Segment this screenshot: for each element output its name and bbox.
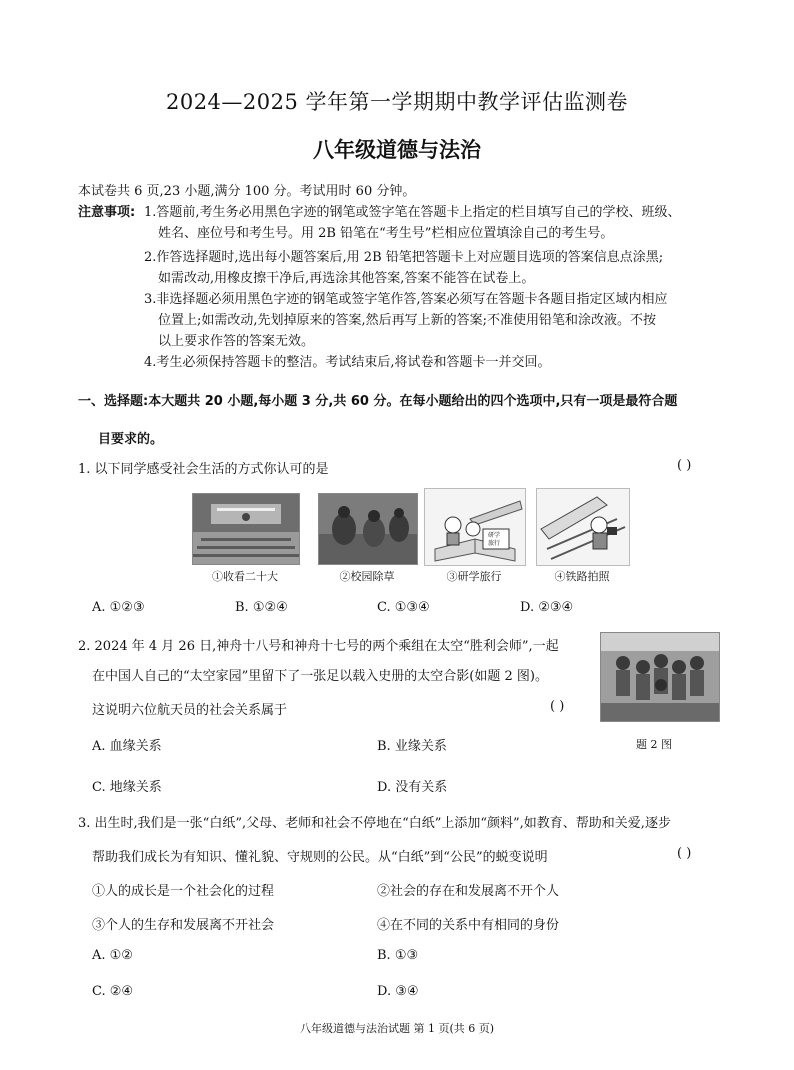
q3-stem-line-1: 3. 出生时,我们是一张“白纸”,父母、老师和社会不停地在“白纸”上添加“颜料”,如教育、帮助和关爱,逐步 — [78, 816, 671, 831]
q1-book-text-2: 旅行 — [488, 540, 501, 547]
q3-stem-line-2: 帮助我们成长为有知识、懂礼貌、守规则的公民。从“白纸”到“公民”的蜕变说明 — [92, 850, 548, 865]
notice-label: 注意事项: — [78, 205, 136, 220]
q3-option-d[interactable]: D. ③④ — [377, 984, 419, 999]
q1-answer-bracket: ( ) — [677, 458, 692, 473]
q1-book-text-1: 研学 — [488, 532, 501, 539]
q2-option-d[interactable]: D. 没有关系 — [377, 780, 448, 795]
q2-stem-line-1: 2. 2024 年 4 月 26 日,神舟十八号和神舟十七号的两个乘组在太空“胜利会师”,一起 — [78, 639, 559, 654]
q3-statement-3: ③个人的生存和发展离不开社会 — [92, 918, 275, 933]
q3-answer-bracket: ( ) — [677, 846, 692, 861]
notice-line-6: 位置上;如需改动,先划掉原来的答案,然后再写上新的答案;不准使用铅笔和涂改液。不按 — [158, 313, 657, 328]
q2-stem-line-2: 在中国人自己的“太空家园”里留下了一张足以载入史册的太空合影(如题 2 图)。 — [92, 669, 548, 684]
notice-line-7: 以上要求作答的答案无效。 — [158, 334, 315, 349]
exam-intro: 本试卷共 6 页,23 小题,满分 100 分。考试用时 60 分钟。 — [78, 184, 416, 199]
q3-option-c[interactable]: C. ②④ — [92, 984, 134, 999]
page-footer: 八年级道德与法治试题 第 1 页(共 6 页) — [299, 1022, 495, 1035]
q1-image-study-trip — [424, 488, 526, 566]
section-heading-line-2: 目要求的。 — [98, 432, 164, 447]
notice-line-1: 1.答题前,考生务必用黑色字迹的钢笔或签字笔在答题卡上指定的栏目填写自己的学校、班级、 — [144, 205, 681, 220]
q1-stem: 1. 以下同学感受社会生活的方式你认可的是 — [78, 462, 329, 477]
q2-figure-caption: 题 2 图 — [636, 738, 672, 751]
q3-option-a[interactable]: A. ①② — [92, 948, 133, 963]
q1-option-c[interactable]: C. ①③④ — [377, 600, 430, 615]
notice-line-4: 如需改动,用橡皮擦干净后,再选涂其他答案,答案不能答在试卷上。 — [158, 271, 535, 286]
q3-statement-2: ②社会的存在和发展离不开个人 — [377, 884, 560, 899]
notice-line-5: 3.非选择题必须用黑色字迹的钢笔或签字笔作答,答案必须写在答题卡各题目指定区域内相应 — [144, 292, 668, 307]
q1-option-b[interactable]: B. ①②④ — [235, 600, 288, 615]
q1-caption-4: ④铁路拍照 — [554, 570, 610, 583]
q3-statement-1: ①人的成长是一个社会化的过程 — [92, 884, 275, 899]
notice-line-8: 4.考生必须保持答题卡的整洁。考试结束后,将试卷和答题卡一并交回。 — [144, 355, 551, 370]
q2-option-a[interactable]: A. 血缘关系 — [92, 739, 162, 754]
exam-title: 2024—2025 学年第一学期期中教学评估监测卷 — [165, 90, 629, 114]
q2-stem-line-3: 这说明六位航天员的社会关系属于 — [92, 703, 288, 718]
q3-statement-4: ④在不同的关系中有相同的身份 — [377, 918, 560, 933]
q2-image-astronauts — [600, 632, 720, 722]
q2-answer-bracket: ( ) — [550, 699, 565, 714]
q1-option-a[interactable]: A. ①②③ — [92, 600, 145, 615]
q1-caption-3: ③研学旅行 — [446, 570, 502, 583]
notice-line-3: 2.作答选择题时,选出每小题答案后,用 2B 铅笔把答题卡上对应题目选项的答案信息点涂黑; — [144, 250, 664, 265]
q1-caption-2: ②校园除草 — [339, 570, 395, 583]
q1-image-weeding — [318, 493, 418, 565]
q2-option-b[interactable]: B. 业缘关系 — [377, 739, 447, 754]
section-heading-line-1: 一、选择题:本大题共 20 小题,每小题 3 分,共 60 分。在每小题给出的四个选项中,只有一项是最符合题 — [78, 394, 678, 409]
q3-option-b[interactable]: B. ①③ — [377, 948, 419, 963]
exam-subject: 八年级道德与法治 — [313, 138, 481, 162]
q1-image-congress — [192, 493, 300, 565]
q1-option-d[interactable]: D. ②③④ — [520, 600, 574, 615]
notice-line-2: 姓名、座位号和考生号。用 2B 铅笔在“考生号”栏相应位置填涂自己的考生号。 — [158, 226, 614, 241]
q2-option-c[interactable]: C. 地缘关系 — [92, 780, 162, 795]
q1-caption-1: ①收看二十大 — [212, 570, 278, 583]
q1-image-railway-photo — [536, 488, 630, 566]
